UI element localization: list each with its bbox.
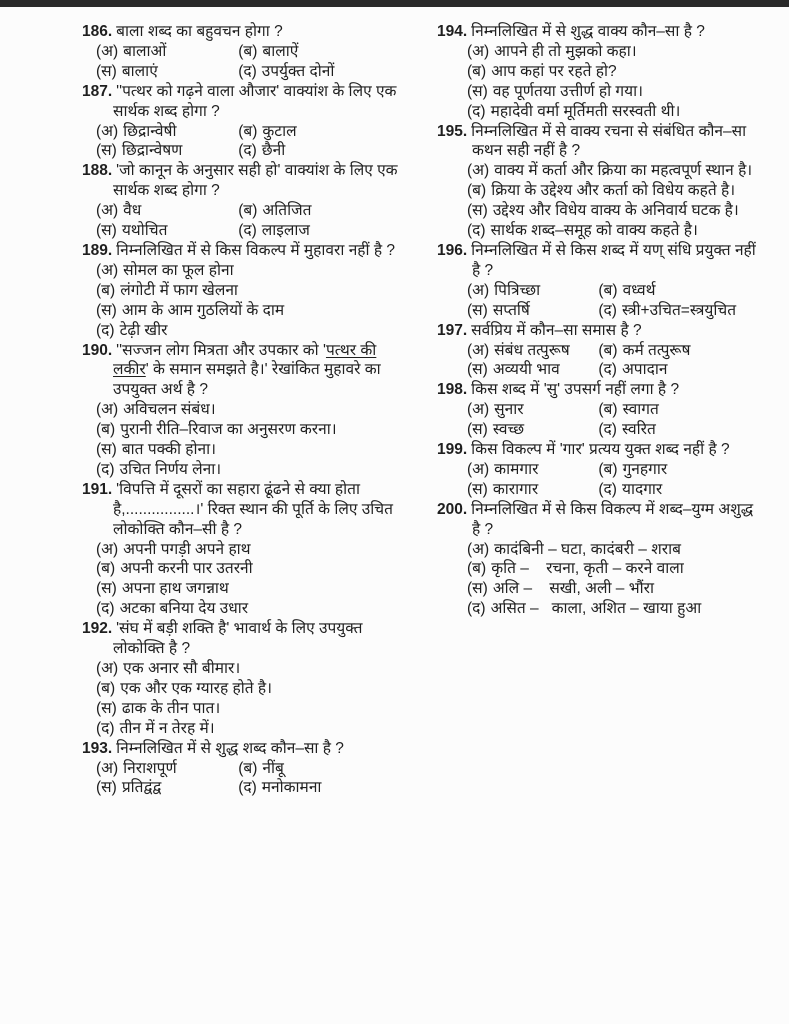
option-text: अपना हाथ जगन्नाथ [121,580,229,598]
option-label: (अ) [96,660,119,677]
options-group [467,341,759,381]
option-label: (द) [467,102,486,120]
option-label: (अ) [467,42,490,60]
question-head [82,22,412,42]
option-text: महादेवी वर्मा मूर्तिमती सरस्वती थी। [490,102,681,120]
option-text: लाइलाज [261,222,310,240]
option [96,719,412,739]
options-group [96,540,412,620]
option-label: (अ) [96,202,119,220]
option-label: (द) [467,600,486,618]
option-label: (अ) [467,401,490,419]
option-label: (ब) [598,460,618,478]
option [598,301,759,321]
option-label: (द) [238,222,257,240]
option-text: बालाओं [123,42,167,60]
question-item [82,22,412,82]
option-label: (अ) [96,42,119,60]
question-item [82,161,412,241]
question-number: 199. [437,441,468,459]
question-text: ''सज्जन लोग मित्रता और उपकार को ' [116,341,326,359]
option-label: (अ) [96,540,119,558]
question-item [437,22,759,122]
question-item [437,380,759,440]
option [96,42,238,62]
question-number: 188. [82,162,113,180]
option-text: कृति – रचना, कृती – करने वाला [491,560,684,578]
option-text: उपर्युक्त दोनों [261,62,335,80]
options-group [467,400,759,440]
option-text: कादंबिनी – घटा, कादंबरी – शराब [494,540,681,558]
option [467,181,759,201]
option [467,42,759,62]
question-text: ''पत्थर को गढ़ने वाला औजार' वाक्यांश के लिए एक सार्थक शब्द होगा ? [113,82,397,120]
question-item [82,480,412,619]
option-label: (द) [598,301,617,319]
option-label: (द) [598,421,617,439]
question-item [437,241,759,321]
question-text: 'विपत्ति में दूसरों का सहारा ढूंढने से क्या होता है,................।' रिक्त स्थान की पूर्ति के लिए उचित लोकोक्ति कौन–सी है ? [113,480,393,538]
options-group [467,161,759,241]
option [96,321,412,341]
question-text: निम्नलिखित में से शुद्ध शब्द कौन–सा है ? [116,739,344,757]
options-group [96,400,412,480]
option [238,221,412,241]
option [467,579,759,599]
option [467,102,759,122]
option-text: बात पक्की होना। [121,441,217,459]
option-label: (स) [96,580,117,598]
option-label: (ब) [96,560,116,578]
option-label: (स) [96,222,117,240]
question-text: बाला शब्द का बहुवचन होगा ? [116,23,283,40]
option-text: आम के आम गुठलियों के दाम [121,301,285,319]
option [96,400,412,420]
option-label: (अ) [96,759,119,777]
option [467,82,759,102]
option-label: (ब) [238,759,258,777]
option-text: उद्देश्य और विधेय वाक्य के अनिवार्य घटक है। [492,202,739,220]
option-text: अव्ययी भाव [492,361,560,379]
option [238,759,412,779]
question-head [437,122,759,162]
option-label: (ब) [96,679,116,697]
option-label: (अ) [467,162,490,180]
option-text: छिद्रान्वेषी [123,122,177,140]
option-label: (अ) [467,540,490,558]
page-top-rule [0,0,789,7]
question-item [82,739,412,799]
options-group [96,659,412,739]
question-text: निम्नलिखित में से किस विकल्प में मुहावरा नहीं है ? [116,241,396,259]
option [96,699,412,719]
option [96,440,412,460]
question-text: निम्नलिखित में से शुद्ध वाक्य कौन–सा है ? [471,23,705,40]
option-text: पित्रिच्छा [494,281,541,299]
question-number: 190. [82,341,113,359]
option [96,122,238,142]
option [96,141,238,161]
question-head [437,380,759,400]
option [238,201,412,221]
option-text: स्त्री+उचित=स्त्रयुचित [621,301,737,319]
question-head [437,22,759,42]
question-head [82,161,412,201]
underlined-phrase: पत्थर की लकीर [113,341,377,379]
options-group [96,122,412,162]
option [96,559,412,579]
option-label: (स) [467,301,488,319]
option-label: (स) [467,82,488,100]
option [96,759,238,779]
option-label: (द) [238,779,257,797]
option-label: (ब) [467,62,487,80]
option-label: (द) [96,460,115,478]
option [467,201,759,221]
option-text: स्वरित [621,421,656,439]
options-group [467,281,759,321]
option-text: तीन में न तेरह में। [119,719,215,737]
question-number: 197. [437,321,468,339]
question-number: 192. [82,620,113,638]
option [467,62,759,82]
option-label: (ब) [598,401,618,419]
option-label: (द) [96,321,115,339]
option-text: कारागार [492,480,539,498]
option-label: (स) [467,361,488,379]
question-item [82,82,412,162]
option-label: (स) [467,480,488,498]
option-text: बालाऐं [262,42,299,60]
question-text: 'संघ में बड़ी शक्ति है' भावार्थ के लिए उपयुक्त लोकोक्ति है ? [113,620,363,658]
option-label: (स) [96,301,117,319]
option [96,420,412,440]
option-text: एक अनार सौ बीमार। [123,660,241,677]
option [96,201,238,221]
option [96,579,412,599]
question-text: 'जो कानून के अनुसार सही हो' वाक्यांश के लिए एक सार्थक शब्द होगा ? [113,162,398,200]
option [467,281,598,301]
question-number: 198. [437,381,468,399]
option-label: (अ) [96,122,119,140]
question-text: निम्नलिखित में से किस विकल्प में शब्द–युग्म अशुद्ध है ? [471,500,754,538]
question-head [82,341,412,401]
question-head [82,82,412,122]
question-number: 194. [437,23,468,40]
option-text: अपादान [621,361,668,379]
option [467,599,759,619]
option-text: नींबू [262,759,284,777]
option-text: क्रिया के उद्देश्य और कर्ता को विधेय कहते है। [491,182,736,200]
option-label: (ब) [598,341,618,359]
option [238,42,412,62]
question-item [437,122,759,241]
option-label: (ब) [238,202,258,220]
option [96,62,238,82]
option-label: (स) [467,421,488,439]
option-text: पुरानी रीति–रिवाज का अनुसरण करना। [120,421,337,439]
option [598,360,759,380]
option-text: सोमल का फूल होना [123,261,234,279]
option-text: प्रतिद्वंद्व [121,779,162,797]
question-text: किस शब्द में 'सु' उपसर्ग नहीं लगा है ? [471,381,680,399]
question-item [437,440,759,500]
question-number: 193. [82,739,113,757]
option-text: सप्तर्षि [492,301,530,319]
option [467,540,759,560]
option-label: (ब) [467,560,487,578]
question-item [437,321,759,381]
options-group [467,540,759,620]
option [96,221,238,241]
option [467,480,598,500]
option-text: निराशपूर्ण [123,759,177,777]
option [96,778,238,798]
question-number: 187. [82,82,113,100]
option-text: संबंध तत्पुरूष [494,341,570,359]
option-label: (द) [238,62,257,80]
option [96,281,412,301]
question-head [437,440,759,460]
option-label: (ब) [598,281,618,299]
option-text: लंगोटी में फाग खेलना [120,281,238,299]
option-label: (द) [96,600,115,618]
question-item [437,500,759,619]
option-label: (अ) [467,341,490,359]
option [238,141,412,161]
option-text: अपनी करनी पार उतरनी [120,560,253,578]
option [96,659,412,679]
option [96,261,412,281]
option [598,400,759,420]
question-head [437,500,759,540]
options-group [96,261,412,341]
option-text: छिद्रान्वेषण [121,142,183,160]
option-text: एक और एक ग्यारह होते है। [120,679,272,697]
option [238,62,412,82]
options-group [96,759,412,799]
question-number: 189. [82,241,113,259]
question-text: सर्वप्रिय में कौन–सा समास है ? [471,321,642,339]
option-text: वैध [123,202,142,220]
question-item [82,241,412,341]
option-text: आपने ही तो मुझको कहा। [494,42,637,60]
option [598,341,759,361]
option-label: (अ) [467,281,490,299]
options-group [467,42,759,122]
option [467,360,598,380]
option-label: (स) [96,62,117,80]
option-text: कुटाल [262,122,297,140]
option [467,400,598,420]
option-text: टेढ़ी खीर [119,321,168,339]
question-text: निम्नलिखित में से वाक्य रचना से संबंधित कौन–सा कथन सही नहीं है ? [471,122,747,160]
option-label: (स) [96,779,117,797]
option-label: (अ) [96,261,119,279]
question-head [437,321,759,341]
option-text: स्वच्छ [492,421,525,439]
option-label: (स) [96,699,117,717]
option [96,460,412,480]
question-text: किस विकल्प में 'गार' प्रत्यय युक्त शब्द नहीं है ? [471,441,730,459]
options-group [467,460,759,500]
option [467,221,759,241]
option-text: बालाएं [121,62,158,80]
option-label: (द) [598,361,617,379]
option-label: (अ) [467,460,490,478]
option-text: आप कहां पर रहते हो? [491,62,617,80]
option-label: (द) [467,222,486,240]
option-text: ढाक के तीन पात। [121,699,221,717]
question-head [82,739,412,759]
option-label: (ब) [96,281,116,299]
option-text: यादगार [621,480,663,498]
option [598,420,759,440]
option-label: (ब) [238,42,258,60]
option [96,679,412,699]
question-text: ' के समान समझते है।' रेखांकित मुहावरे का उपयुक्त अर्थ है ? [113,361,381,399]
question-column [437,22,759,619]
option-label: (द) [238,142,257,160]
question-column [82,22,412,798]
option [598,281,759,301]
option-label: (स) [96,441,117,459]
option [238,122,412,142]
option-label: (ब) [467,182,487,200]
question-head [82,480,412,540]
option-label: (स) [467,202,488,220]
option [598,460,759,480]
option-text: असित – काला, अशित – खाया हुआ [490,600,702,618]
option-label: (द) [96,719,115,737]
option-text: स्वागत [622,401,659,419]
option-label: (स) [96,142,117,160]
option-text: सुनार [494,401,524,419]
option-label: (ब) [238,122,258,140]
option [467,420,598,440]
option [598,480,759,500]
option-text: यथोचित [121,222,168,240]
option-text: कर्म तत्पुरूष [622,341,691,359]
option-text: अतिजित [262,202,312,220]
option [467,559,759,579]
option [467,341,598,361]
options-group [96,42,412,82]
option-text: अविचलन संबंध। [123,401,216,419]
option [96,540,412,560]
question-head [437,241,759,281]
question-number: 191. [82,480,113,498]
question-number: 186. [82,23,113,40]
option-text: अलि – सखी, अली – भौंरा [492,580,654,598]
option [467,301,598,321]
option-text: वह पूर्णतया उत्तीर्ण हो गया। [492,82,644,100]
question-head [82,241,412,261]
option-text: गुनहगार [622,460,668,478]
option-text: छैनी [261,142,286,160]
option-text: अटका बनिया देय उधार [119,600,249,618]
question-head [82,619,412,659]
question-number: 195. [437,122,468,140]
option [96,599,412,619]
option-label: (द) [598,480,617,498]
option-label: (ब) [96,421,116,439]
option [467,460,598,480]
options-group [96,201,412,241]
option-text: वाक्य में कर्ता और क्रिया का महत्वपूर्ण स्थान है। [494,162,753,180]
question-number: 200. [437,500,468,518]
option-label: (अ) [96,401,119,419]
question-number: 196. [437,241,468,259]
option-text: कामगार [494,460,539,478]
option-text: वध्वर्थ [622,281,656,299]
question-text: निम्नलिखित में से किस शब्द में यण् संधि प्रयुक्त नहीं है ? [471,241,756,279]
option [467,161,759,181]
question-item [82,341,412,480]
option-text: मनोकामना [261,779,322,797]
question-item [82,619,412,738]
option-text: अपनी पगड़ी अपने हाथ [123,540,251,558]
option-text: सार्थक शब्द–समूह को वाक्य कहते है। [490,222,698,240]
option [238,778,412,798]
option-text: उचित निर्णय लेना। [119,460,222,478]
option [96,301,412,321]
option-label: (स) [467,580,488,598]
